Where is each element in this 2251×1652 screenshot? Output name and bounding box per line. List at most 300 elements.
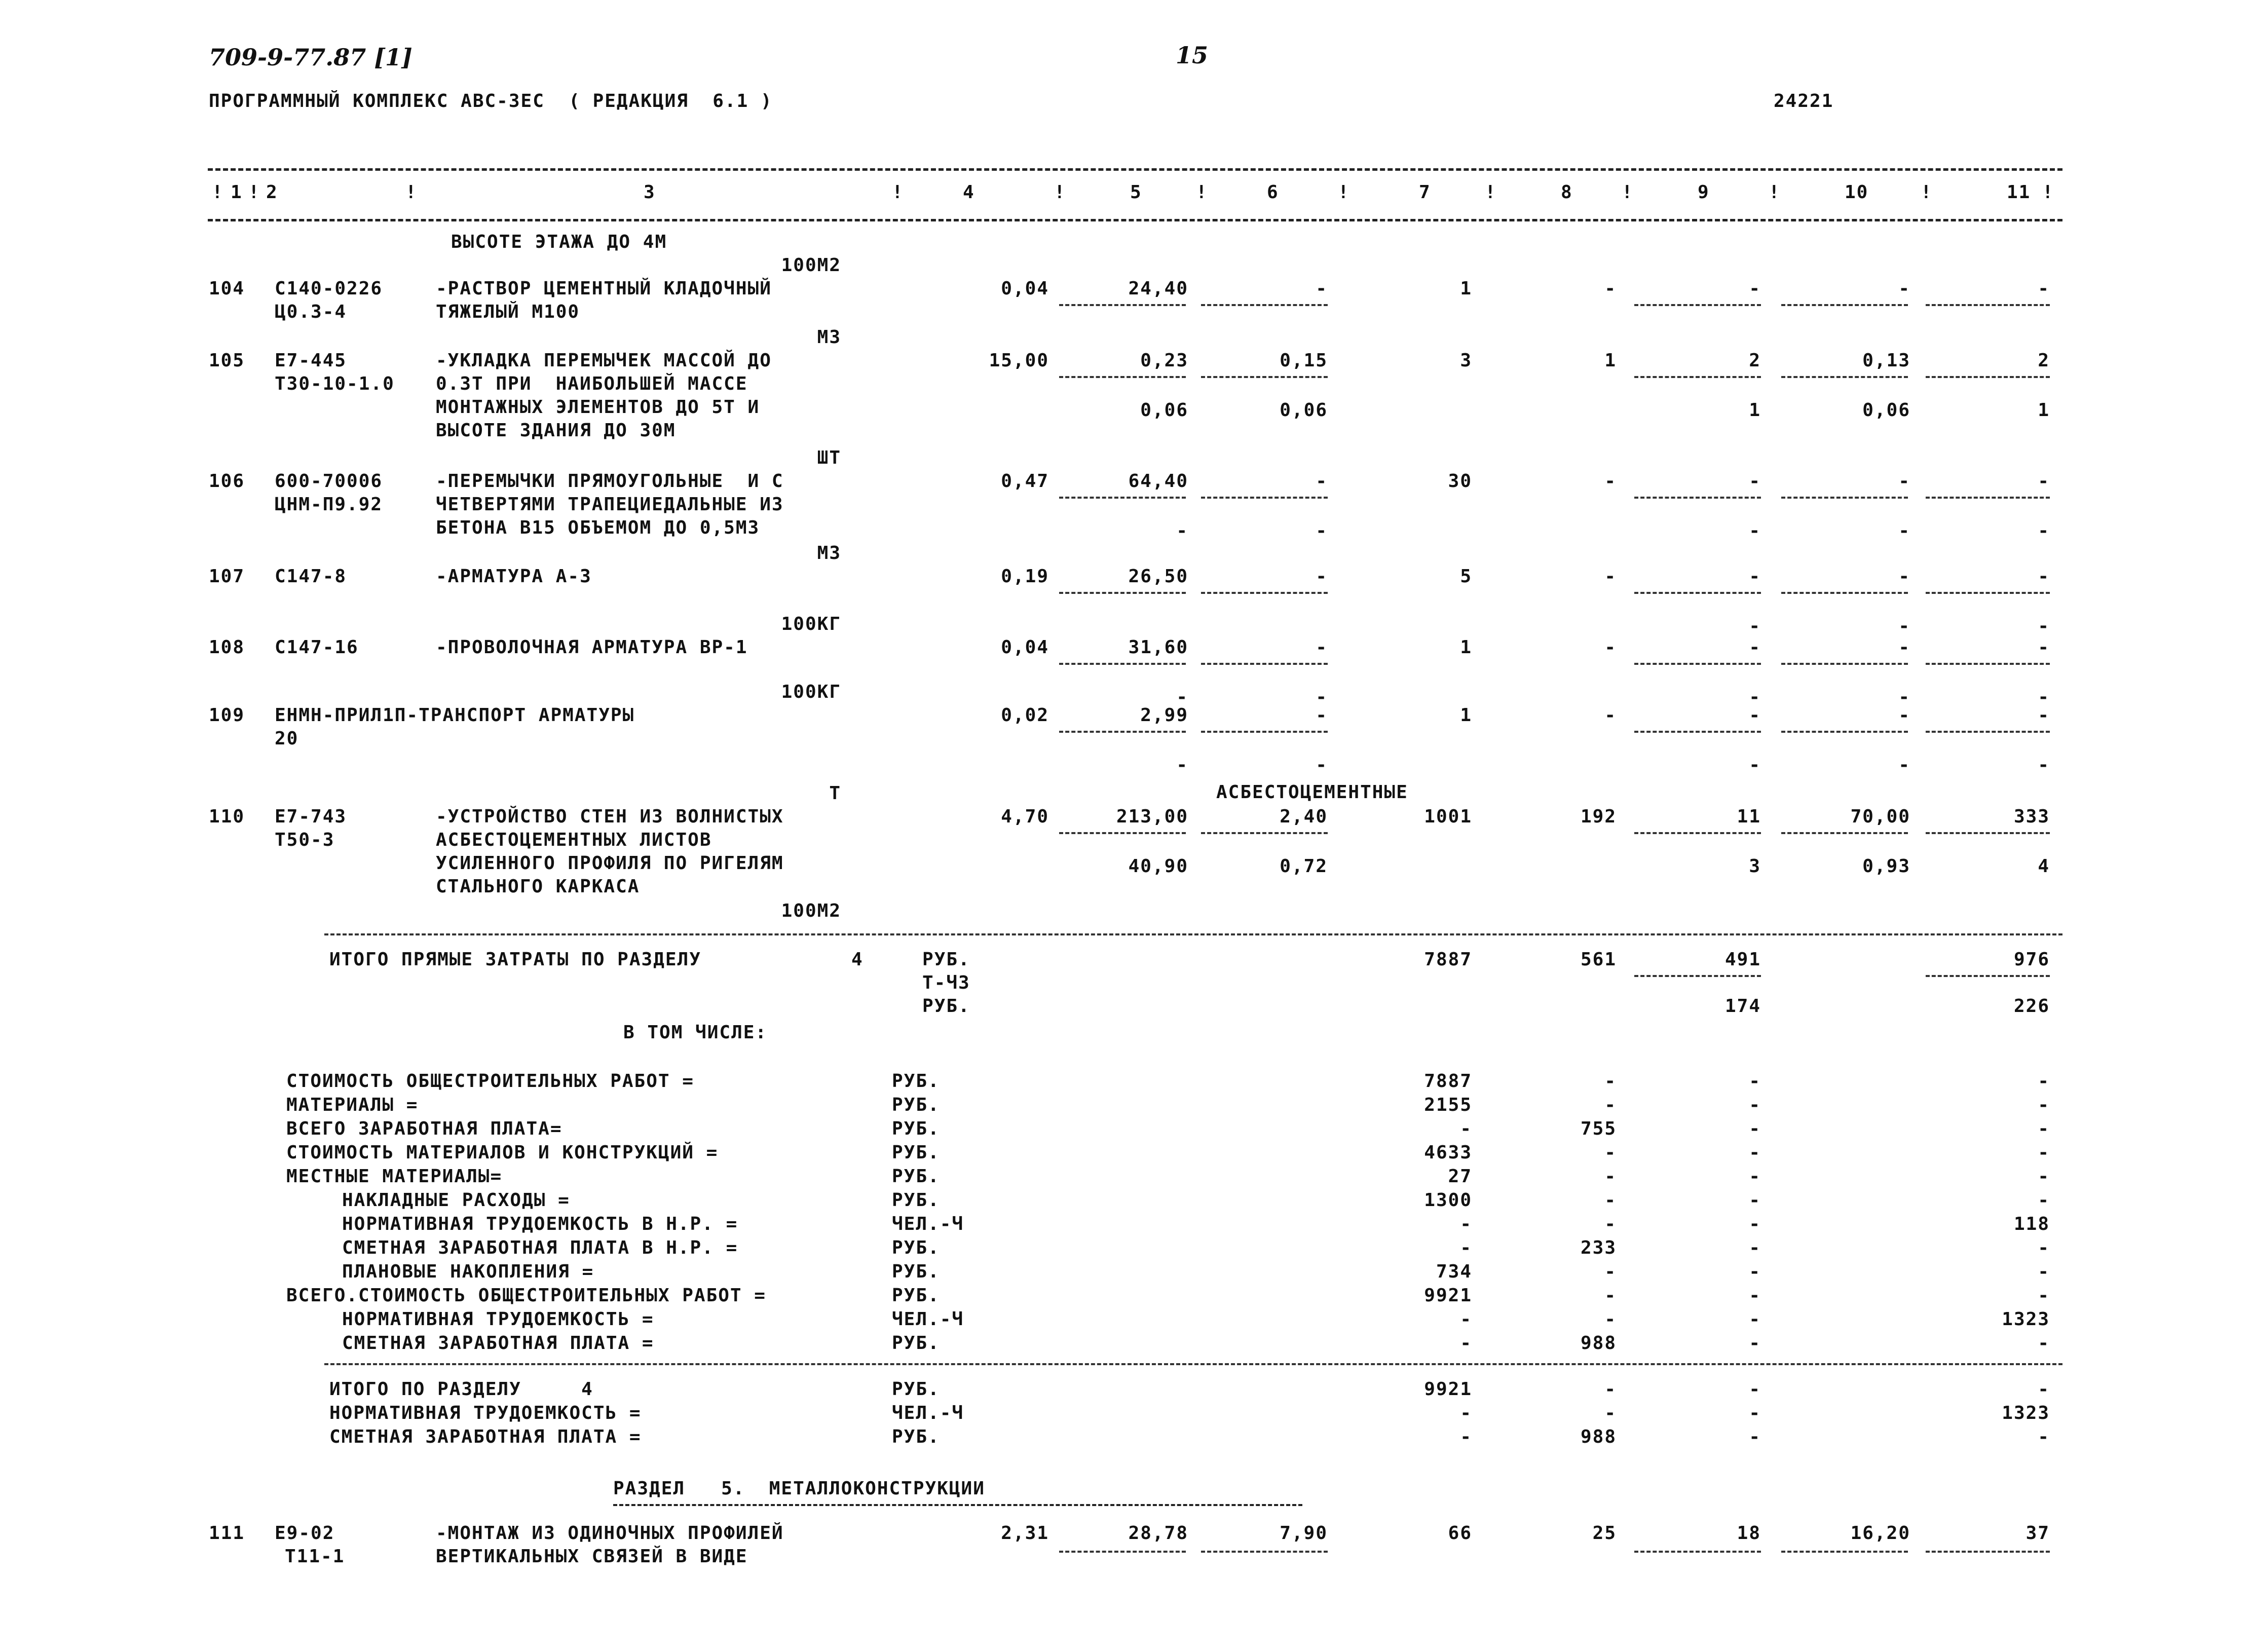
cell-c8: - (1604, 471, 1617, 492)
section-total-c8: - (1604, 1379, 1617, 1400)
summary-c7: - (1460, 1309, 1472, 1330)
cell-c10: - (1898, 566, 1910, 587)
subtotal-dash (1781, 376, 1908, 378)
subtotal-dash (1634, 1551, 1761, 1553)
row-number: 105 (209, 350, 245, 371)
column-number-8: 8 (1561, 182, 1573, 203)
section-total-label: СМЕТНАЯ ЗАРАБОТНАЯ ПЛАТА = (329, 1426, 642, 1447)
column-number-1: 1 (231, 182, 243, 203)
cell-c10: - (1898, 637, 1910, 658)
norm-code: С140-0226 (275, 278, 383, 299)
itogo-c9: 491 (1724, 949, 1761, 970)
cell-c6: - (1316, 705, 1328, 726)
row-number: 107 (209, 566, 245, 587)
section-total-unit: РУБ. (892, 1379, 940, 1400)
subtotal-dash (1926, 1551, 2050, 1553)
column-number-11: 11 (2007, 182, 2031, 203)
column-number-9: 9 (1698, 182, 1710, 203)
cell-c11-sub: - (2038, 616, 2050, 636)
subtotal-dash (1926, 304, 2050, 306)
cell-c6: - (1316, 471, 1328, 492)
summary-c8: 233 (1580, 1237, 1617, 1258)
cell-c11: - (2038, 705, 2050, 726)
work-description: -РАСТВОР ЦЕМЕНТНЫЙ КЛАДОЧНЫЙ (436, 278, 772, 299)
summary-c11: 1323 (2002, 1309, 2050, 1330)
itogo-unit-mid: Т-ЧЗ (922, 972, 970, 993)
cell-c5-sub: - (1176, 520, 1188, 541)
cell-c7: 1 (1460, 637, 1472, 658)
summary-label: ВСЕГО ЗАРАБОТНАЯ ПЛАТА= (286, 1118, 562, 1139)
unit-label: 100КГ (781, 614, 841, 634)
work-description: СТАЛЬНОГО КАРКАСА (436, 876, 640, 897)
subtotal-dash (1781, 592, 1908, 594)
cell-c6: 0,15 (1280, 350, 1328, 371)
subtotal-dash (1059, 592, 1186, 594)
column-number-5: 5 (1130, 182, 1142, 203)
summary-c7: 1300 (1424, 1190, 1472, 1211)
subtotal-dash (1926, 832, 2050, 834)
program-line: ПРОГРАММНЫЙ КОМПЛЕКС АВС-3ЕС ( РЕДАКЦИЯ 6.1 ) (209, 91, 773, 111)
cell-c5-sub: 40,90 (1128, 856, 1188, 877)
cell-c4: 2,31 (1001, 1523, 1049, 1544)
summary-c11: - (2038, 1166, 2050, 1187)
cell-c5: 2,99 (1140, 705, 1188, 726)
summary-label: СТОИМОСТЬ МАТЕРИАЛОВ И КОНСТРУКЦИЙ = (286, 1142, 719, 1163)
cell-c5-sub: - (1176, 687, 1188, 707)
cell-c5: 24,40 (1128, 278, 1188, 299)
summary-c7: - (1460, 1118, 1472, 1139)
norm-code: Е9-02 (275, 1523, 335, 1544)
cell-c8: 25 (1592, 1523, 1617, 1544)
cell-c7: 3 (1460, 350, 1472, 371)
handwritten-page-number: 15 (1176, 42, 1209, 69)
cell-c8: - (1604, 705, 1617, 726)
unit-label: М3 (817, 543, 841, 564)
column-number-7: 7 (1419, 182, 1431, 203)
norm-code: Е7-445 (275, 350, 347, 371)
cell-c9: 18 (1737, 1523, 1761, 1544)
work-description: -ПЕРЕМЫЧКИ ПРЯМОУГОЛЬНЫЕ И С (436, 471, 784, 492)
subtotal-dash (1201, 832, 1328, 834)
section-total-c9: - (1749, 1403, 1761, 1423)
subtotal-dash (1634, 731, 1761, 733)
cell-c9: - (1749, 278, 1761, 299)
cell-c6: - (1316, 278, 1328, 299)
summary-label: СТОИМОСТЬ ОБЩЕСТРОИТЕЛЬНЫХ РАБОТ = (286, 1071, 694, 1092)
subtotal-dash (1926, 592, 2050, 594)
unit-label: 100М2 (781, 900, 841, 921)
column-number-4: 4 (963, 182, 975, 203)
summary-unit: РУБ. (892, 1095, 940, 1115)
summary-c11: - (2038, 1333, 2050, 1354)
summary-c8: - (1604, 1071, 1617, 1092)
summary-c8: - (1604, 1285, 1617, 1306)
cell-c4: 0,02 (1001, 705, 1049, 726)
itogo-c9-sub: 174 (1724, 996, 1761, 1017)
work-description: -УКЛАДКА ПЕРЕМЫЧЕК МАССОЙ ДО (436, 350, 772, 371)
cell-c11: 333 (2013, 806, 2050, 827)
norm-code: 600-70006 (275, 471, 383, 492)
summary-c11: - (2038, 1285, 2050, 1306)
itogo-c7: 7887 (1424, 949, 1472, 970)
norm-code: С147-16 (275, 637, 359, 658)
summary-label: НОРМАТИВНАЯ ТРУДОЕМКОСТЬ = (342, 1309, 654, 1330)
work-description: -АРМАТУРА А-3 (436, 566, 592, 587)
cell-c6-sub: 0,72 (1280, 856, 1328, 877)
unit-label: Т (829, 783, 841, 804)
work-description: ЧЕТВЕРТЯМИ ТРАПЕЦИЕДАЛЬНЫЕ ИЗ (436, 494, 784, 515)
subtotal-dash (1634, 497, 1761, 499)
cell-c7: 1001 (1424, 806, 1472, 827)
summary-c7: 27 (1448, 1166, 1472, 1187)
summary-unit: РУБ. (892, 1071, 940, 1092)
subtotal-dash (1201, 304, 1328, 306)
subtotal-dash (1781, 304, 1908, 306)
cell-c10: - (1898, 278, 1910, 299)
itogo-c11-sub: 226 (2013, 996, 2050, 1017)
section-title-underline (613, 1504, 1302, 1506)
summary-c7: - (1460, 1214, 1472, 1234)
norm-code: Т11-1 (285, 1546, 345, 1567)
summary-unit: РУБ. (892, 1118, 940, 1139)
subtotal-dash (1201, 1551, 1328, 1553)
summary-c8: - (1604, 1309, 1617, 1330)
summary-label: СМЕТНАЯ ЗАРАБОТНАЯ ПЛАТА = (342, 1333, 654, 1354)
subtotal-dash (1781, 1551, 1908, 1553)
subtotal-dash (1201, 663, 1328, 665)
norm-code: Т50-3 (275, 830, 335, 850)
summary-label: ВСЕГО.СТОИМОСТЬ ОБЩЕСТРОИТЕЛЬНЫХ РАБОТ = (286, 1285, 766, 1306)
cell-c8: - (1604, 637, 1617, 658)
work-description: 0.3Т ПРИ НАИБОЛЬШЕЙ МАССЕ (436, 373, 748, 394)
section-total-c8: 988 (1580, 1426, 1617, 1447)
row-number: 109 (209, 705, 245, 726)
v-tom-chisle: В ТОМ ЧИСЛЕ: (623, 1022, 768, 1043)
summary-c9: - (1749, 1190, 1761, 1211)
cell-c9: - (1749, 566, 1761, 587)
cell-c11-sub: 4 (2038, 856, 2050, 877)
section-total-c7: 9921 (1424, 1379, 1472, 1400)
summary-unit: РУБ. (892, 1261, 940, 1282)
cell-c7: 30 (1448, 471, 1472, 492)
cell-c5: 28,78 (1128, 1523, 1188, 1544)
cell-c10: 70,00 (1850, 806, 1910, 827)
summary-c11: - (2038, 1261, 2050, 1282)
summary-c9: - (1749, 1118, 1761, 1139)
summary-c9: - (1749, 1285, 1761, 1306)
cell-c11: - (2038, 566, 2050, 587)
column-separator: ! (1921, 182, 1933, 203)
cell-c4: 4,70 (1001, 806, 1049, 827)
summary-c9: - (1749, 1261, 1761, 1282)
summary-unit: РУБ. (892, 1285, 940, 1306)
cell-c5-sub: 0,06 (1140, 400, 1188, 421)
subtotal-dash (1201, 592, 1328, 594)
itogo-section: 4 (851, 949, 864, 970)
summary-c7: 734 (1436, 1261, 1472, 1282)
continued-text: ВЫСОТЕ ЭТАЖА ДО 4М (451, 232, 667, 252)
summary-c11: - (2038, 1095, 2050, 1115)
cell-c10: - (1898, 471, 1910, 492)
subtotal-dash (1634, 975, 1761, 977)
cell-c8: - (1604, 566, 1617, 587)
column-separator: ! (1485, 182, 1497, 203)
subtotal-dash (1059, 1551, 1186, 1553)
cell-c7: 5 (1460, 566, 1472, 587)
subtotal-dash (1634, 592, 1761, 594)
section-total-c7: - (1460, 1426, 1472, 1447)
cell-c9-sub: - (1749, 755, 1761, 775)
cell-c4: 0,47 (1001, 471, 1049, 492)
column-separator: ! (405, 182, 418, 203)
section-total-label: ИТОГО ПО РАЗДЕЛУ 4 (329, 1379, 593, 1400)
cell-c8: 192 (1580, 806, 1617, 827)
cell-c5-sub: - (1176, 755, 1188, 775)
summary-c9: - (1749, 1166, 1761, 1187)
subtotal-dash (1634, 376, 1761, 378)
subtotal-dash (1634, 663, 1761, 665)
summary-c9: - (1749, 1095, 1761, 1115)
section-total-unit: РУБ. (892, 1426, 940, 1447)
subtotal-dash (1059, 304, 1186, 306)
itogo-unit: РУБ. (922, 996, 970, 1017)
subtotal-dash (1059, 497, 1186, 499)
section-total-c9: - (1749, 1379, 1761, 1400)
cell-c11-sub: - (2038, 520, 2050, 541)
cell-c4: 15,00 (989, 350, 1049, 371)
summary-label: МАТЕРИАЛЫ = (286, 1095, 419, 1115)
cell-c9: - (1749, 637, 1761, 658)
cell-c10-sub: 0,93 (1862, 856, 1910, 877)
summary-c8: - (1604, 1190, 1617, 1211)
itogo-c11: 976 (2013, 949, 2050, 970)
cell-c10-sub: - (1898, 520, 1910, 541)
unit-label: М3 (817, 327, 841, 348)
cell-c10-sub: - (1898, 616, 1910, 636)
section-rule (324, 933, 2062, 935)
summary-c11: - (2038, 1071, 2050, 1092)
subtotal-dash (1059, 832, 1186, 834)
row-number: 110 (209, 806, 245, 827)
section-rule (324, 1363, 2062, 1365)
subtotal-dash (1059, 663, 1186, 665)
section-total-c7: - (1460, 1403, 1472, 1423)
subtotal-dash (1201, 376, 1328, 378)
column-number-6: 6 (1267, 182, 1279, 203)
summary-c7: - (1460, 1333, 1472, 1354)
cell-c4: 0,04 (1001, 637, 1049, 658)
section-total-c8: - (1604, 1403, 1617, 1423)
summary-label: НОРМАТИВНАЯ ТРУДОЕМКОСТЬ В Н.Р. = (342, 1214, 738, 1234)
cell-c11: - (2038, 471, 2050, 492)
cell-c9: 2 (1749, 350, 1761, 371)
norm-code: ЦНМ-П9.92 (275, 494, 383, 515)
cell-c6: - (1316, 566, 1328, 587)
subtotal-dash (1926, 663, 2050, 665)
summary-c8: - (1604, 1214, 1617, 1234)
norm-code: Е7-743 (275, 806, 347, 827)
cell-c5: 64,40 (1128, 471, 1188, 492)
row-110-note: АСБЕСТОЦЕМЕНТНЫЕ (1216, 782, 1408, 803)
cell-c9: - (1749, 705, 1761, 726)
cell-c6: 2,40 (1280, 806, 1328, 827)
cell-c6-sub: - (1316, 755, 1328, 775)
summary-unit: ЧЕЛ.-Ч (892, 1214, 964, 1234)
work-description: ВЫСОТЕ ЗДАНИЯ ДО 30М (436, 420, 676, 441)
section-title: РАЗДЕЛ 5. МЕТАЛЛОКОНСТРУКЦИИ (613, 1478, 985, 1499)
handwritten-doc-code: 709-9-77.87 [1] (209, 44, 412, 71)
cell-c10: 0,13 (1862, 350, 1910, 371)
cell-c11: 2 (2038, 350, 2050, 371)
summary-c8: - (1604, 1142, 1617, 1163)
section-total-label: НОРМАТИВНАЯ ТРУДОЕМКОСТЬ = (329, 1403, 642, 1423)
subtotal-dash (1781, 663, 1908, 665)
row-number: 104 (209, 278, 245, 299)
cell-c10-sub: - (1898, 755, 1910, 775)
summary-c11: - (2038, 1190, 2050, 1211)
header-bottom-rule (208, 219, 2062, 221)
unit-label: 100М2 (781, 255, 841, 276)
column-separator: ! (1054, 182, 1066, 203)
cell-c5: 26,50 (1128, 566, 1188, 587)
subtotal-dash (1201, 731, 1328, 733)
norm-code: ЕНМН-ПРИЛ1П-ТРАНСПОРТ АРМАТУРЫ (275, 705, 635, 726)
summary-c8: - (1604, 1095, 1617, 1115)
summary-unit: РУБ. (892, 1190, 940, 1211)
subtotal-dash (1926, 497, 2050, 499)
summary-unit: РУБ. (892, 1237, 940, 1258)
summary-c8: 755 (1580, 1118, 1617, 1139)
column-number-3: 3 (644, 182, 656, 203)
cell-c11-sub: - (2038, 755, 2050, 775)
subtotal-dash (1926, 975, 2050, 977)
row-number: 106 (209, 471, 245, 492)
cell-c10-sub: 0,06 (1862, 400, 1910, 421)
norm-code: 20 (275, 728, 299, 749)
row-number: 108 (209, 637, 245, 658)
cell-c9-sub: 3 (1749, 856, 1761, 877)
cell-c9-sub: - (1749, 520, 1761, 541)
cell-c9-sub: - (1749, 687, 1761, 707)
summary-c9: - (1749, 1214, 1761, 1234)
cell-c11: - (2038, 278, 2050, 299)
section-total-c11: - (2038, 1379, 2050, 1400)
subtotal-dash (1634, 304, 1761, 306)
summary-unit: ЧЕЛ.-Ч (892, 1309, 964, 1330)
unit-label: 100КГ (781, 682, 841, 702)
work-description: -МОНТАЖ ИЗ ОДИНОЧНЫХ ПРОФИЛЕЙ (436, 1523, 784, 1544)
work-description: МОНТАЖНЫХ ЭЛЕМЕНТОВ ДО 5Т И (436, 397, 760, 418)
column-separator: ! (892, 182, 904, 203)
section-total-c11: 1323 (2002, 1403, 2050, 1423)
cell-c6: - (1316, 637, 1328, 658)
header-top-rule (208, 168, 2062, 171)
subtotal-dash (1201, 497, 1328, 499)
summary-c9: - (1749, 1071, 1761, 1092)
summary-c11: - (2038, 1237, 2050, 1258)
section-total-c9: - (1749, 1426, 1761, 1447)
subtotal-dash (1781, 731, 1908, 733)
work-description: УСИЛЕННОГО ПРОФИЛЯ ПО РИГЕЛЯМ (436, 853, 784, 874)
itogo-c8: 561 (1580, 949, 1617, 970)
cell-c11: - (2038, 637, 2050, 658)
summary-c9: - (1749, 1309, 1761, 1330)
cell-c7: 1 (1460, 705, 1472, 726)
column-separator: ! (1196, 182, 1208, 203)
work-description: -УСТРОЙСТВО СТЕН ИЗ ВОЛНИСТЫХ (436, 806, 784, 827)
cell-c5: 31,60 (1128, 637, 1188, 658)
subtotal-dash (1059, 731, 1186, 733)
cell-c9-sub: - (1749, 616, 1761, 636)
cell-c5: 213,00 (1116, 806, 1188, 827)
cell-c9-sub: 1 (1749, 400, 1761, 421)
summary-c8: - (1604, 1166, 1617, 1187)
summary-c11: - (2038, 1118, 2050, 1139)
row-number: 111 (209, 1523, 245, 1544)
cell-c10: 16,20 (1850, 1523, 1910, 1544)
cell-c7: 1 (1460, 278, 1472, 299)
summary-c7: 9921 (1424, 1285, 1472, 1306)
cell-c7: 66 (1448, 1523, 1472, 1544)
work-description: БЕТОНА В15 ОБЪЕМОМ ДО 0,5М3 (436, 517, 760, 538)
subtotal-dash (1926, 376, 2050, 378)
summary-unit: РУБ. (892, 1166, 940, 1187)
column-separator: ! (248, 182, 260, 203)
subtotal-dash (1059, 376, 1186, 378)
column-separator: ! (1622, 182, 1634, 203)
cell-c4: 0,04 (1001, 278, 1049, 299)
column-separator: ! (212, 182, 224, 203)
cell-c8: - (1604, 278, 1617, 299)
column-separator: ! (2042, 182, 2054, 203)
summary-unit: РУБ. (892, 1333, 940, 1354)
subtotal-dash (1781, 497, 1908, 499)
summary-label: НАКЛАДНЫЕ РАСХОДЫ = (342, 1190, 570, 1211)
column-separator: ! (1769, 182, 1781, 203)
subtotal-dash (1634, 832, 1761, 834)
summary-c8: - (1604, 1261, 1617, 1282)
column-number-2: 2 (266, 182, 278, 203)
cell-c6-sub: - (1316, 687, 1328, 707)
work-description: ВЕРТИКАЛЬНЫХ СВЯЗЕЙ В ВИДЕ (436, 1546, 748, 1567)
summary-label: МЕСТНЫЕ МАТЕРИАЛЫ= (286, 1166, 503, 1187)
cell-c6-sub: - (1316, 520, 1328, 541)
cell-c5: 0,23 (1140, 350, 1188, 371)
summary-c7: 2155 (1424, 1095, 1472, 1115)
summary-c7: 4633 (1424, 1142, 1472, 1163)
cell-c8: 1 (1604, 350, 1617, 371)
summary-label: ПЛАНОВЫЕ НАКОПЛЕНИЯ = (342, 1261, 594, 1282)
summary-c11: - (2038, 1142, 2050, 1163)
itogo-unit: РУБ. (922, 949, 970, 970)
cell-c10: - (1898, 705, 1910, 726)
cell-c11-sub: - (2038, 687, 2050, 707)
cell-c11-sub: 1 (2038, 400, 2050, 421)
summary-c11: 118 (2013, 1214, 2050, 1234)
unit-label: ШТ (817, 447, 841, 468)
subtotal-dash (1926, 731, 2050, 733)
document-number: 24221 (1774, 91, 1834, 111)
summary-c7: 7887 (1424, 1071, 1472, 1092)
summary-c7: - (1460, 1237, 1472, 1258)
norm-code: С147-8 (275, 566, 347, 587)
work-description: ТЯЖЕЛЫЙ М100 (436, 302, 580, 322)
summary-c9: - (1749, 1142, 1761, 1163)
cell-c9: 11 (1737, 806, 1761, 827)
cell-c10-sub: - (1898, 687, 1910, 707)
cell-c9: - (1749, 471, 1761, 492)
column-number-10: 10 (1845, 182, 1869, 203)
